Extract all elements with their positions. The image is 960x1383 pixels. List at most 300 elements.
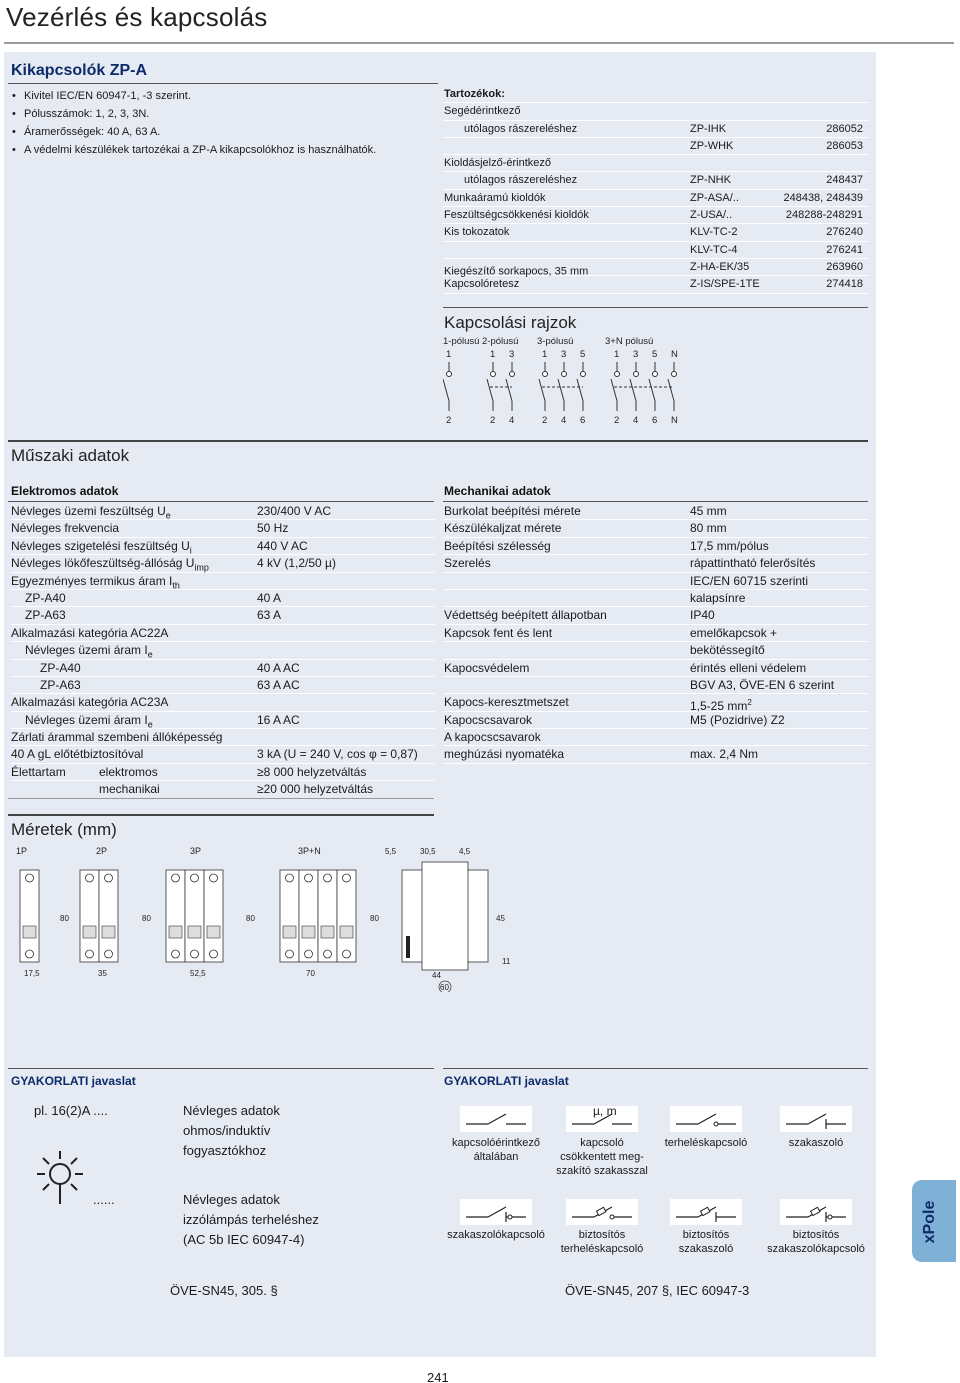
mechanical-value (690, 520, 727, 537)
top-dimension-label: 30,5 (420, 847, 436, 856)
mechanical-row (444, 694, 868, 714)
contact-blade (539, 379, 545, 401)
contact-blade (487, 379, 493, 401)
terminal-screw-icon (305, 874, 313, 882)
pole-label-2: 2-pólusú (482, 336, 519, 347)
electrical-label (40, 677, 81, 694)
contact-terminal (491, 372, 496, 377)
mechanical-row (444, 746, 868, 763)
recommend-left-footnote: ÖVE-SN45, 305. § (170, 1283, 278, 1298)
title-rule (4, 42, 954, 44)
terminal-screw-icon (86, 950, 94, 958)
accessories-rows (443, 103, 869, 293)
symbol-box (670, 1106, 742, 1132)
electrical-label (11, 694, 168, 711)
example2-text (183, 1190, 319, 1250)
terminal-screw-icon (26, 874, 34, 882)
pole-module (318, 870, 337, 962)
mechanical-row (444, 729, 868, 746)
terminal-top-label: 3 (509, 349, 515, 360)
mechanical-value-text: 80 mm (690, 521, 727, 536)
accessory-row (443, 224, 869, 241)
accessory-type: ZP-WHK (690, 139, 734, 152)
variant-label: 2P (96, 846, 108, 856)
electrical-value: 40 A AC (257, 660, 300, 675)
mechanical-value-text: 45 mm (690, 504, 727, 518)
side-view-front (422, 862, 468, 970)
example2-line: izzólámpás terheléshez (183, 1212, 319, 1227)
accessory-type: ZP-ASA/.. (690, 191, 739, 204)
variant-label: 3P (190, 846, 202, 856)
electrical-label (11, 520, 119, 537)
electrical-value: ≥8 000 helyzetváltás (257, 764, 367, 779)
electrical-row (11, 538, 435, 555)
accessory-type: KLV-TC-4 (690, 243, 738, 256)
electrical-value: ≥20 000 helyzetváltás (257, 782, 373, 797)
symbol-label (650, 1136, 762, 1150)
terminal-screw-icon (172, 874, 180, 882)
width-label: 44 (432, 971, 441, 980)
toggle-lever (169, 926, 182, 938)
pole-module (299, 870, 318, 962)
electrical-row (11, 607, 435, 624)
electrical-row (11, 625, 435, 642)
accessory-label: Feszültségcsökkenési kioldók (444, 209, 589, 222)
electrical-label-sub: e (147, 649, 153, 660)
mechanical-value-text: IEC/EN 60715 szerinti (690, 573, 809, 588)
terminal-top-label: 5 (580, 349, 586, 360)
mechanical-value-text: 17,5 mm/pólus (690, 538, 769, 553)
accessory-label: utólagos rászereléshez (464, 122, 578, 135)
electrical-label-text: Névleges üzemi áram I (25, 712, 148, 727)
example1-line: Névleges adatok (183, 1103, 280, 1118)
terminal-screw-icon (191, 874, 199, 882)
electrical-row (11, 764, 435, 781)
accessory-row (443, 155, 869, 172)
symbol-label-line: biztosítós (578, 1229, 626, 1241)
electrical-label-text: Élettartam (11, 764, 66, 779)
terminal-top-label: 3 (561, 349, 567, 360)
symbol-label-line: szakaszoló (788, 1137, 844, 1149)
recommend-right-heading: GYAKORLATI javaslat (444, 1074, 569, 1088)
height-label: 80 (60, 914, 69, 923)
electrical-label (25, 590, 66, 607)
accessory-row (443, 138, 869, 155)
electrical-row (11, 781, 435, 798)
electrical-label (11, 729, 222, 746)
toggle-lever (188, 926, 201, 938)
mechanical-row (444, 642, 868, 659)
product-heading: Kikapcsolók ZP-A (11, 62, 148, 79)
toggle-lever (283, 926, 296, 938)
accessory-code: 276240 (826, 226, 863, 239)
toggle-lever (23, 926, 36, 938)
accessory-label: Kioldásjelző-érintkező (444, 157, 551, 170)
bullet-item: • Kivitel IEC/EN 60947-1, -3 szerint. (12, 87, 376, 105)
dimensions-heading: Méretek (mm) (11, 820, 117, 839)
toggle-lever (340, 926, 353, 938)
terminal-top-label: 5 (652, 349, 658, 360)
electrical-value: 63 A AC (257, 677, 300, 692)
electrical-label-text: Egyezményes termikus áram I (11, 573, 173, 588)
electrical-heading: Elektromos adatok (11, 484, 119, 498)
electrical-mid: mechanikai (99, 782, 160, 797)
electrical-rule (8, 501, 434, 502)
terminal-bottom-label: 2 (446, 415, 452, 426)
mechanical-value (690, 573, 808, 590)
contact-terminal (543, 372, 548, 377)
contact-terminal (672, 372, 677, 377)
contact-terminal (447, 372, 452, 377)
contact-terminal (562, 372, 567, 377)
electrical-label-text: ZP-A40 (25, 590, 66, 605)
mechanical-row (444, 660, 868, 677)
electrical-row (11, 712, 435, 729)
pole-module (280, 870, 299, 962)
electrical-row (11, 746, 435, 763)
accessory-code: 248438, 248439 (783, 191, 863, 204)
terminal-screw-icon (305, 950, 313, 958)
contact-blade (630, 379, 636, 401)
mechanical-value (690, 677, 834, 694)
accessories-table (443, 86, 869, 294)
electrical-label-sub: e (147, 719, 153, 730)
terminal-bottom-label: 2 (490, 415, 496, 426)
terminal-screw-icon (210, 950, 218, 958)
accessory-type: ZP-NHK (690, 174, 731, 187)
electrical-value: 230/400 V AC (257, 504, 332, 518)
electrical-label (25, 607, 66, 624)
accessory-label: Segédérintkező (444, 105, 521, 118)
electrical-row (11, 520, 435, 537)
terminal-top-label: N (671, 349, 678, 360)
electrical-label-text: Névleges frekvencia (11, 521, 120, 536)
electrical-row (11, 642, 435, 659)
terminal-top-label: 1 (490, 349, 496, 360)
accessory-row (443, 259, 869, 276)
terminal-bottom-label: 2 (542, 415, 548, 426)
electrical-label-text: ZP-A40 (40, 660, 81, 675)
side-view-lever (406, 936, 410, 958)
switch-symbol-icon (780, 1106, 852, 1132)
bullet-item: • A védelmi készülékek tartozékai a ZP-A kikapcsolókhoz is használhatók. (12, 141, 376, 159)
terminal-screw-icon (105, 950, 113, 958)
switching-heading: Kapcsolási rajzok (444, 313, 577, 332)
contact-terminal (615, 372, 620, 377)
mechanical-row (444, 503, 868, 520)
electrical-label (40, 660, 81, 677)
switch-contacts (443, 349, 678, 426)
symbol-label-line: szakaszoló (678, 1243, 734, 1255)
electrical-label-sub: i (189, 545, 192, 556)
electrical-bottom-rule (8, 798, 434, 799)
symbol-label-line: terheléskapcsoló (664, 1137, 748, 1149)
example2-line: (AC 5b IEC 60947-4) (183, 1232, 305, 1247)
switch-symbol-icon (670, 1106, 742, 1132)
pole-label-1: 1-pólusú (443, 336, 480, 347)
terminal-screw-icon (324, 874, 332, 882)
top-dimension-label: 4,5 (459, 847, 471, 856)
example1-line: fogyasztókhoz (183, 1143, 267, 1158)
electrical-label-text: 40 A gL előtétbiztosítóval (11, 747, 144, 762)
electrical-label (11, 746, 143, 763)
pole-module (337, 870, 356, 962)
electrical-row (11, 503, 435, 520)
toggle-lever (302, 926, 315, 938)
recommend-left-heading: GYAKORLATI javaslat (11, 1074, 136, 1088)
symbol-label-line: kapcsoló (580, 1137, 624, 1149)
mechanical-value (690, 555, 815, 572)
mechanical-value-text: max. 2,4 Nm (690, 747, 759, 762)
electrical-label-text: Zárlati árammal szembeni állóképesség (11, 730, 223, 745)
accessory-code: 263960 (826, 260, 863, 273)
accessory-code: 248437 (826, 174, 863, 187)
electrical-row (11, 660, 435, 677)
terminal-bottom-label: N (671, 415, 678, 426)
bullet-item: • Pólusszámok: 1, 2, 3, 3N. (12, 105, 376, 123)
electrical-row (11, 677, 435, 694)
mechanical-value-text: M5 (Pozidrive) Z2 (690, 712, 785, 727)
example2-prefix: ...... (93, 1192, 115, 1207)
terminal-top-label: 1 (446, 349, 452, 360)
symbol-label (440, 1136, 552, 1164)
mechanical-value (690, 538, 769, 555)
variant-label: 1P (16, 846, 28, 856)
electrical-row (11, 555, 435, 572)
symbol-label (760, 1228, 872, 1256)
electrical-label-text: Névleges üzemi áram I (25, 643, 148, 658)
terminal-top-label: 1 (542, 349, 548, 360)
symbol-label-line: terheléskapcsoló (560, 1243, 644, 1255)
accessory-row (443, 242, 869, 259)
page-number: 241 (427, 1370, 449, 1383)
accessory-label: Munkaáramú kioldók (444, 191, 546, 204)
product-bullets (12, 87, 376, 159)
variant-label: 3P+N (298, 846, 321, 856)
mechanical-value-text: bekötéssegítő (690, 643, 765, 658)
switch-symbol-icon (566, 1199, 638, 1225)
width-label: 35 (98, 969, 107, 978)
accessory-type: Z-USA/.. (690, 209, 733, 222)
accessory-code: 276241 (826, 243, 863, 256)
mechanical-value-text: kalapsínre (690, 590, 746, 605)
pole-module (204, 870, 223, 962)
terminal-screw-icon (324, 950, 332, 958)
toggle-lever (102, 926, 115, 938)
electrical-label-text: ZP-A63 (40, 677, 81, 692)
mechanical-rule (443, 501, 868, 502)
terminal-screw-icon (191, 950, 199, 958)
electrical-label-text: ZP-A63 (25, 608, 66, 623)
symbol-label-line: szakaszolókapcsoló (767, 1243, 865, 1255)
width-label: 60 (440, 983, 449, 992)
electrical-mid: elektromos (99, 764, 158, 779)
accessory-type: KLV-TC-2 (690, 226, 738, 239)
recommend-left-rule (8, 1068, 434, 1069)
contact-blade (649, 379, 655, 401)
symbol-label (440, 1228, 552, 1242)
accessories-heading-row (443, 86, 869, 103)
symbol-mu-label: µ, m (593, 1104, 617, 1118)
electrical-label-text: Alkalmazási kategória AC23A (11, 695, 169, 710)
symbol-label-line: szakaszolókapcsoló (447, 1229, 545, 1241)
terminal-bottom-label: 4 (561, 415, 567, 426)
mechanical-row (444, 590, 868, 607)
terminal-bottom-label: 4 (633, 415, 639, 426)
toggle-lever (321, 926, 334, 938)
recommend-right-rule (443, 1068, 868, 1069)
toggle-lever (83, 926, 96, 938)
electrical-label (11, 625, 168, 642)
terminal-bottom-label: 6 (580, 415, 586, 426)
electrical-table (11, 503, 435, 799)
width-label: 52,5 (190, 969, 206, 978)
electrical-row (11, 694, 435, 711)
accessory-code: 286053 (826, 139, 863, 152)
example2-line: Névleges adatok (183, 1192, 280, 1207)
mechanical-value-text: érintés elleni védelem (690, 660, 807, 675)
example1-line: ohmos/induktív (183, 1123, 271, 1138)
accessory-row (443, 172, 869, 189)
dimensions-rule (8, 814, 434, 816)
page-title: Vezérlés és kapcsolás (6, 2, 268, 32)
mechanical-label: Kapocscsavarok (444, 712, 533, 727)
symbol-label (546, 1228, 658, 1256)
mechanical-row (444, 520, 868, 537)
product-rule (8, 83, 438, 84)
mechanical-value (690, 625, 777, 642)
symbol-label-line: biztosítós (792, 1229, 840, 1241)
mechanical-label: Kapocs-keresztmetszet (444, 695, 569, 710)
mechanical-label: Kapocsvédelem (444, 660, 530, 675)
terminal-bottom-label: 6 (652, 415, 658, 426)
mechanical-value (690, 503, 727, 520)
switch-symbol-icon (460, 1199, 532, 1225)
width-label: 70 (306, 969, 315, 978)
terminal-top-label: 3 (633, 349, 639, 360)
pole-label-3: 3-pólusú (537, 336, 574, 347)
symbol-label (546, 1136, 658, 1178)
mechanical-label: Szerelés (444, 556, 491, 571)
accessory-row (443, 190, 869, 207)
contact-blade (611, 379, 617, 401)
example1-text (183, 1101, 280, 1161)
accessory-row (443, 103, 869, 120)
mechanical-value-text: IP40 (690, 608, 715, 623)
mechanical-table (444, 503, 868, 764)
pole-module (166, 870, 185, 962)
height-label: 80 (246, 914, 255, 923)
electrical-row (11, 729, 435, 746)
pole-module (185, 870, 204, 962)
mechanical-row (444, 538, 868, 555)
mechanical-row (444, 555, 868, 572)
accessory-type: Z-IS/SPE-1TE (690, 278, 760, 291)
mechanical-label: Készülékaljzat mérete (444, 521, 562, 536)
side-dimension-label: 11 (502, 957, 510, 966)
mechanical-value (690, 746, 758, 763)
mechanical-row (444, 712, 868, 729)
symbol-label-line: biztosítós (682, 1229, 730, 1241)
mechanical-row (444, 625, 868, 642)
symbol-label (650, 1228, 762, 1256)
accessory-row (443, 207, 869, 224)
mechanical-label: Beépítési szélesség (444, 538, 551, 553)
terminal-top-label: 1 (614, 349, 620, 360)
terminal-screw-icon (343, 950, 351, 958)
electrical-value: 50 Hz (257, 521, 289, 536)
contact-terminal (510, 372, 515, 377)
terminal-bottom-label: 2 (614, 415, 620, 426)
electrical-value: 4 kV (1,2/50 µ) (257, 556, 336, 571)
terminal-screw-icon (86, 874, 94, 882)
mechanical-value-text: BGV A3, ÖVE-EN 6 szerint (690, 677, 835, 692)
switch-symbol-icon (460, 1106, 532, 1132)
contact-blade (506, 379, 512, 401)
electrical-label-text: Alkalmazási kategória AC22A (11, 625, 169, 640)
recommend-right-footnote: ÖVE-SN45, 207 §, IEC 60947-3 (565, 1283, 750, 1298)
terminal-screw-icon (172, 950, 180, 958)
mechanical-value-sup: 2 (747, 698, 752, 708)
electrical-label-sub: th (172, 579, 180, 590)
terminal-screw-icon (210, 874, 218, 882)
accessory-code: 248288-248291 (785, 209, 863, 222)
switching-diagram-svg (443, 335, 703, 430)
electrical-value: 16 A AC (257, 712, 300, 727)
symbol-box (460, 1199, 532, 1225)
mechanical-label: A kapocscsavarok (444, 730, 541, 745)
electrical-label-text: Névleges üzemi feszültség U (11, 504, 166, 518)
accessory-label: Kapcsolóretesz (444, 278, 520, 291)
switch-symbol-icon (670, 1199, 742, 1225)
contact-blade (668, 379, 674, 401)
accessory-label: utólagos rászereléshez (464, 174, 578, 187)
pole-module (80, 870, 99, 962)
terminal-screw-icon (343, 874, 351, 882)
accessory-code: 286052 (826, 122, 863, 135)
mechanical-label: meghúzási nyomatéka (444, 747, 565, 762)
symbol-label-line: általában (473, 1151, 519, 1163)
electrical-value: 63 A (257, 608, 282, 623)
technical-rule (8, 440, 868, 442)
terminal-screw-icon (286, 874, 294, 882)
mechanical-label: Védettség beépített állapotban (444, 608, 607, 623)
example1-prefix: pl. 16(2)A .... (34, 1103, 108, 1118)
mechanical-value-text: rápattintható felerősítés (690, 556, 816, 571)
pole-module (99, 870, 118, 962)
xpole-tab-label: xPole (921, 1200, 938, 1244)
accessory-row (443, 276, 869, 293)
width-label: 17,5 (24, 969, 40, 978)
accessory-code: 274418 (826, 278, 863, 291)
contact-terminal (581, 372, 586, 377)
terminal-bottom-label: 4 (509, 415, 515, 426)
symbol-box (566, 1106, 638, 1132)
mechanical-value (690, 642, 765, 659)
electrical-label-sub: imp (194, 562, 209, 573)
terminal-screw-icon (286, 950, 294, 958)
contact-terminal (634, 372, 639, 377)
symbol-label-line: kapcsolóérintkező (451, 1137, 541, 1149)
accessory-type: Z-HA-EK/35 (690, 260, 750, 273)
mechanical-row (444, 677, 868, 694)
electrical-label-text: Névleges szigetelési feszültség U (11, 538, 190, 553)
symbol-box (670, 1199, 742, 1225)
electrical-value: 440 V AC (257, 538, 308, 553)
accessory-label: Kis tokozatok (444, 226, 510, 239)
technical-heading: Műszaki adatok (11, 446, 130, 465)
accessory-row (443, 121, 869, 138)
